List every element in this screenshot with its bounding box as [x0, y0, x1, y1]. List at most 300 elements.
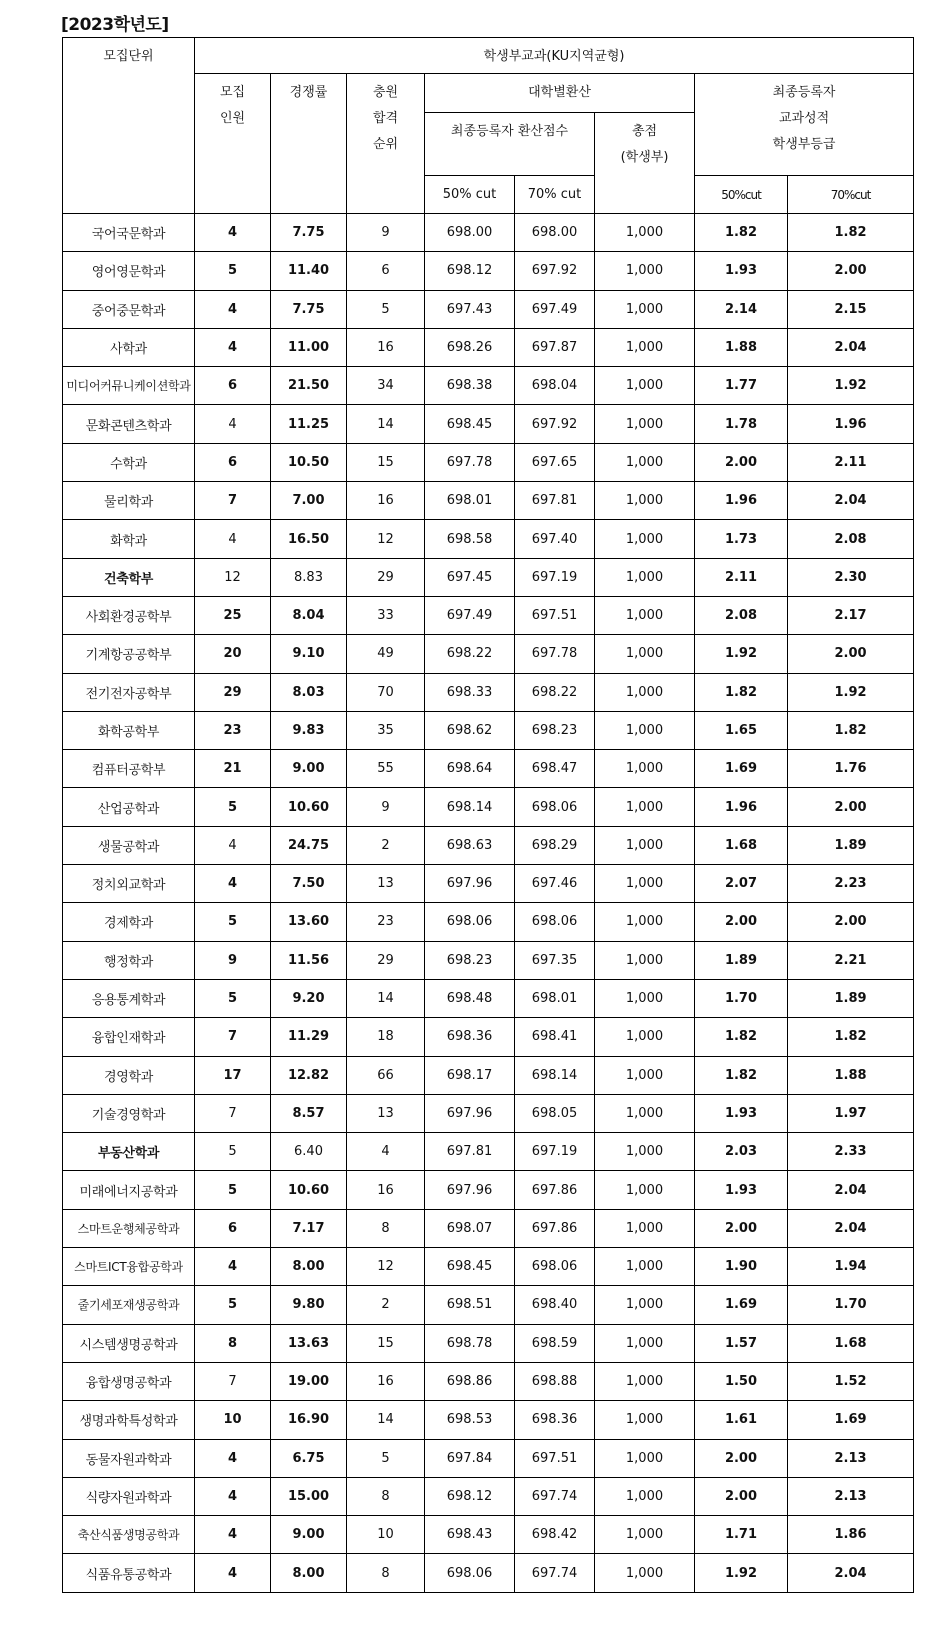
cell-rank: 49	[347, 635, 425, 673]
cell-ratio: 8.03	[271, 673, 347, 711]
cell-grade-70: 2.13	[788, 1439, 914, 1477]
cell-ratio: 11.29	[271, 1018, 347, 1056]
cell-grade-50: 2.00	[695, 443, 788, 481]
cell-grade-50: 1.57	[695, 1324, 788, 1362]
table-row	[63, 750, 914, 788]
header-rank: 충원 합격 순위	[347, 74, 425, 214]
cell-ratio: 11.56	[271, 941, 347, 979]
cell-conv-70: 697.74	[515, 1554, 595, 1592]
table-row	[63, 1554, 914, 1592]
cell-rank: 16	[347, 482, 425, 520]
cell-rank: 12	[347, 520, 425, 558]
cell-total: 1,000	[595, 1554, 695, 1592]
header-group: 학생부교과(KU지역균형)	[195, 38, 914, 74]
cell-conv-50: 698.86	[425, 1362, 515, 1400]
cell-conv-70: 697.74	[515, 1477, 595, 1515]
table-row	[63, 826, 914, 864]
cell-quota: 7	[195, 1094, 271, 1132]
table-row	[63, 1516, 914, 1554]
table-row	[63, 328, 914, 366]
cell-conv-50: 697.96	[425, 1094, 515, 1132]
cell-grade-70: 1.97	[788, 1094, 914, 1132]
cell-ratio: 9.00	[271, 1516, 347, 1554]
cell-grade-70: 2.04	[788, 1554, 914, 1592]
table-row	[63, 558, 914, 596]
cell-ratio: 7.00	[271, 482, 347, 520]
cell-grade-70: 2.17	[788, 596, 914, 634]
cell-ratio: 9.10	[271, 635, 347, 673]
cell-grade-50: 1.77	[695, 367, 788, 405]
cell-ratio: 10.60	[271, 1171, 347, 1209]
cell-unit-name: 융합인재학과	[63, 1018, 195, 1056]
cell-rank: 8	[347, 1209, 425, 1247]
cell-conv-50: 698.23	[425, 941, 515, 979]
cell-grade-70: 2.33	[788, 1133, 914, 1171]
cell-unit-name: 생명과학특성학과	[63, 1401, 195, 1439]
cell-conv-50: 698.26	[425, 328, 515, 366]
cell-grade-70: 1.82	[788, 711, 914, 749]
cell-conv-70: 697.19	[515, 558, 595, 596]
cell-grade-50: 1.82	[695, 673, 788, 711]
cell-conv-70: 698.29	[515, 826, 595, 864]
cell-rank: 70	[347, 673, 425, 711]
header-total: 총점 (학생부)	[595, 113, 695, 214]
cell-conv-50: 698.64	[425, 750, 515, 788]
cell-unit-name: 전기전자공학부	[63, 673, 195, 711]
cell-rank: 55	[347, 750, 425, 788]
header-conv-score: 최종등록자 환산점수	[425, 113, 595, 176]
cell-unit-name: 화학과	[63, 520, 195, 558]
cell-grade-50: 1.68	[695, 826, 788, 864]
cell-conv-50: 698.36	[425, 1018, 515, 1056]
cell-grade-50: 2.11	[695, 558, 788, 596]
table-row	[63, 1018, 914, 1056]
cell-quota: 4	[195, 214, 271, 252]
cell-unit-name: 생물공학과	[63, 826, 195, 864]
table-row	[63, 979, 914, 1017]
table-row	[63, 482, 914, 520]
cell-total: 1,000	[595, 865, 695, 903]
cell-quota: 25	[195, 596, 271, 634]
cell-conv-50: 698.62	[425, 711, 515, 749]
cell-unit-name: 문화콘텐츠학과	[63, 405, 195, 443]
cell-grade-50: 1.70	[695, 979, 788, 1017]
cell-total: 1,000	[595, 1516, 695, 1554]
cell-rank: 16	[347, 1171, 425, 1209]
cell-conv-50: 697.81	[425, 1133, 515, 1171]
cell-conv-50: 698.12	[425, 1477, 515, 1515]
cell-conv-50: 698.17	[425, 1056, 515, 1094]
cell-total: 1,000	[595, 252, 695, 290]
cell-grade-70: 1.86	[788, 1516, 914, 1554]
table-row	[63, 1209, 914, 1247]
cell-grade-50: 2.14	[695, 290, 788, 328]
cell-total: 1,000	[595, 214, 695, 252]
cell-conv-70: 698.06	[515, 788, 595, 826]
cell-quota: 4	[195, 1554, 271, 1592]
cell-rank: 5	[347, 290, 425, 328]
table-row	[63, 903, 914, 941]
header-g50: 50%cut	[695, 176, 788, 214]
cell-grade-50: 1.93	[695, 252, 788, 290]
cell-grade-70: 2.15	[788, 290, 914, 328]
table-row	[63, 1056, 914, 1094]
header-unit: 모집단위	[63, 38, 195, 214]
cell-conv-70: 698.40	[515, 1286, 595, 1324]
cell-quota: 5	[195, 903, 271, 941]
cell-ratio: 21.50	[271, 367, 347, 405]
table-row	[63, 711, 914, 749]
cell-conv-50: 698.33	[425, 673, 515, 711]
table-row	[63, 596, 914, 634]
cell-unit-name: 스마트운행체공학과	[63, 1209, 195, 1247]
cell-total: 1,000	[595, 290, 695, 328]
cell-grade-50: 1.89	[695, 941, 788, 979]
cell-unit-name: 사회환경공학부	[63, 596, 195, 634]
cell-quota: 5	[195, 1171, 271, 1209]
cell-unit-name: 사학과	[63, 328, 195, 366]
cell-conv-50: 698.58	[425, 520, 515, 558]
cell-ratio: 24.75	[271, 826, 347, 864]
cell-total: 1,000	[595, 941, 695, 979]
header-g70: 70%cut	[788, 176, 914, 214]
cell-quota: 5	[195, 1286, 271, 1324]
cell-ratio: 11.25	[271, 405, 347, 443]
cell-conv-70: 697.51	[515, 596, 595, 634]
cell-quota: 4	[195, 405, 271, 443]
cell-ratio: 7.17	[271, 1209, 347, 1247]
cell-ratio: 10.60	[271, 788, 347, 826]
cell-conv-50: 698.51	[425, 1286, 515, 1324]
cell-total: 1,000	[595, 443, 695, 481]
cell-grade-70: 2.00	[788, 903, 914, 941]
cell-total: 1,000	[595, 1018, 695, 1056]
cell-conv-70: 697.51	[515, 1439, 595, 1477]
cell-grade-50: 2.00	[695, 1477, 788, 1515]
cell-quota: 6	[195, 443, 271, 481]
cell-conv-70: 697.92	[515, 405, 595, 443]
cell-total: 1,000	[595, 635, 695, 673]
cell-conv-70: 697.86	[515, 1171, 595, 1209]
cell-rank: 14	[347, 1401, 425, 1439]
cell-conv-50: 698.78	[425, 1324, 515, 1362]
cell-rank: 29	[347, 941, 425, 979]
cell-ratio: 15.00	[271, 1477, 347, 1515]
cell-conv-50: 698.63	[425, 826, 515, 864]
cell-rank: 33	[347, 596, 425, 634]
cell-grade-70: 2.04	[788, 1209, 914, 1247]
cell-conv-50: 698.06	[425, 903, 515, 941]
cell-quota: 5	[195, 252, 271, 290]
cell-rank: 18	[347, 1018, 425, 1056]
cell-conv-50: 698.43	[425, 1516, 515, 1554]
cell-unit-name: 시스템생명공학과	[63, 1324, 195, 1362]
cell-unit-name: 기계항공공학부	[63, 635, 195, 673]
cell-unit-name: 미래에너지공학과	[63, 1171, 195, 1209]
cell-quota: 29	[195, 673, 271, 711]
header-c50: 50% cut	[425, 176, 515, 214]
cell-grade-50: 2.00	[695, 1209, 788, 1247]
cell-ratio: 6.75	[271, 1439, 347, 1477]
cell-conv-70: 697.19	[515, 1133, 595, 1171]
cell-rank: 13	[347, 1094, 425, 1132]
cell-rank: 12	[347, 1248, 425, 1286]
cell-grade-50: 2.00	[695, 1439, 788, 1477]
cell-ratio: 19.00	[271, 1362, 347, 1400]
cell-grade-50: 1.71	[695, 1516, 788, 1554]
cell-grade-70: 2.00	[788, 788, 914, 826]
cell-ratio: 8.00	[271, 1248, 347, 1286]
cell-grade-50: 1.90	[695, 1248, 788, 1286]
cell-quota: 12	[195, 558, 271, 596]
cell-unit-name: 화학공학부	[63, 711, 195, 749]
cell-conv-50: 698.22	[425, 635, 515, 673]
cell-unit-name: 미디어커뮤니케이션학과	[63, 367, 195, 405]
cell-grade-70: 1.96	[788, 405, 914, 443]
cell-conv-50: 698.01	[425, 482, 515, 520]
cell-total: 1,000	[595, 1056, 695, 1094]
cell-grade-70: 1.70	[788, 1286, 914, 1324]
cell-rank: 9	[347, 788, 425, 826]
cell-grade-50: 1.61	[695, 1401, 788, 1439]
table-row	[63, 1477, 914, 1515]
cell-grade-70: 1.89	[788, 979, 914, 1017]
cell-conv-50: 698.45	[425, 405, 515, 443]
cell-ratio: 7.75	[271, 214, 347, 252]
cell-ratio: 13.60	[271, 903, 347, 941]
cell-grade-70: 1.89	[788, 826, 914, 864]
cell-conv-70: 697.46	[515, 865, 595, 903]
cell-grade-50: 1.93	[695, 1094, 788, 1132]
cell-conv-70: 698.42	[515, 1516, 595, 1554]
cell-conv-70: 697.81	[515, 482, 595, 520]
cell-grade-50: 1.69	[695, 750, 788, 788]
cell-grade-50: 1.82	[695, 1056, 788, 1094]
cell-total: 1,000	[595, 1362, 695, 1400]
cell-grade-70: 1.76	[788, 750, 914, 788]
cell-rank: 6	[347, 252, 425, 290]
cell-ratio: 8.83	[271, 558, 347, 596]
admission-results-table	[62, 37, 914, 1593]
cell-total: 1,000	[595, 520, 695, 558]
cell-quota: 20	[195, 635, 271, 673]
cell-grade-50: 1.73	[695, 520, 788, 558]
cell-total: 1,000	[595, 482, 695, 520]
cell-rank: 29	[347, 558, 425, 596]
table-row	[63, 941, 914, 979]
cell-grade-70: 1.82	[788, 1018, 914, 1056]
cell-conv-50: 698.07	[425, 1209, 515, 1247]
page-title: [2023학년도]	[61, 15, 169, 35]
cell-grade-50: 1.92	[695, 635, 788, 673]
cell-ratio: 9.00	[271, 750, 347, 788]
cell-ratio: 9.80	[271, 1286, 347, 1324]
cell-quota: 7	[195, 1018, 271, 1056]
cell-grade-70: 2.23	[788, 865, 914, 903]
cell-total: 1,000	[595, 1171, 695, 1209]
cell-grade-70: 2.21	[788, 941, 914, 979]
cell-conv-70: 698.47	[515, 750, 595, 788]
cell-total: 1,000	[595, 405, 695, 443]
cell-total: 1,000	[595, 367, 695, 405]
cell-grade-50: 1.78	[695, 405, 788, 443]
table-row	[63, 1286, 914, 1324]
cell-unit-name: 식품유통공학과	[63, 1554, 195, 1592]
table-row	[63, 443, 914, 481]
cell-conv-50: 698.48	[425, 979, 515, 1017]
cell-conv-50: 697.49	[425, 596, 515, 634]
cell-quota: 4	[195, 1477, 271, 1515]
cell-total: 1,000	[595, 1401, 695, 1439]
cell-quota: 6	[195, 1209, 271, 1247]
cell-conv-50: 697.84	[425, 1439, 515, 1477]
cell-quota: 23	[195, 711, 271, 749]
cell-conv-70: 698.00	[515, 214, 595, 252]
cell-total: 1,000	[595, 750, 695, 788]
cell-conv-70: 697.40	[515, 520, 595, 558]
cell-conv-50: 697.43	[425, 290, 515, 328]
cell-total: 1,000	[595, 788, 695, 826]
table-row	[63, 1248, 914, 1286]
cell-grade-50: 1.88	[695, 328, 788, 366]
cell-rank: 4	[347, 1133, 425, 1171]
cell-quota: 7	[195, 1362, 271, 1400]
cell-unit-name: 기술경영학과	[63, 1094, 195, 1132]
cell-rank: 10	[347, 1516, 425, 1554]
cell-grade-50: 1.65	[695, 711, 788, 749]
cell-quota: 4	[195, 1516, 271, 1554]
cell-rank: 15	[347, 1324, 425, 1362]
cell-grade-70: 1.52	[788, 1362, 914, 1400]
cell-conv-70: 698.41	[515, 1018, 595, 1056]
cell-unit-name: 영어영문학과	[63, 252, 195, 290]
table-row	[63, 1439, 914, 1477]
table-row	[63, 367, 914, 405]
table-row	[63, 520, 914, 558]
table-row	[63, 788, 914, 826]
cell-unit-name: 건축학부	[63, 558, 195, 596]
table-row	[63, 1133, 914, 1171]
cell-quota: 21	[195, 750, 271, 788]
cell-conv-70: 697.35	[515, 941, 595, 979]
cell-grade-70: 2.00	[788, 252, 914, 290]
cell-total: 1,000	[595, 711, 695, 749]
cell-conv-70: 697.92	[515, 252, 595, 290]
cell-quota: 5	[195, 979, 271, 1017]
cell-grade-70: 1.82	[788, 214, 914, 252]
cell-ratio: 9.83	[271, 711, 347, 749]
header-conv: 대학별환산	[425, 74, 695, 113]
cell-total: 1,000	[595, 1133, 695, 1171]
cell-conv-70: 698.88	[515, 1362, 595, 1400]
header-grade: 최종등록자 교과성적 학생부등급	[695, 74, 914, 176]
cell-unit-name: 융합생명공학과	[63, 1362, 195, 1400]
cell-quota: 4	[195, 1248, 271, 1286]
cell-conv-50: 697.96	[425, 865, 515, 903]
cell-grade-50: 1.82	[695, 1018, 788, 1056]
cell-total: 1,000	[595, 1324, 695, 1362]
cell-quota: 4	[195, 1439, 271, 1477]
cell-conv-50: 698.00	[425, 214, 515, 252]
cell-total: 1,000	[595, 673, 695, 711]
cell-rank: 13	[347, 865, 425, 903]
cell-ratio: 9.20	[271, 979, 347, 1017]
cell-ratio: 10.50	[271, 443, 347, 481]
cell-unit-name: 국어국문학과	[63, 214, 195, 252]
table-row	[63, 673, 914, 711]
cell-unit-name: 식량자원과학과	[63, 1477, 195, 1515]
cell-rank: 2	[347, 1286, 425, 1324]
cell-conv-70: 698.22	[515, 673, 595, 711]
table-row	[63, 252, 914, 290]
table-row	[63, 1171, 914, 1209]
cell-unit-name: 행정학과	[63, 941, 195, 979]
cell-grade-50: 1.92	[695, 1554, 788, 1592]
cell-unit-name: 중어중문학과	[63, 290, 195, 328]
cell-total: 1,000	[595, 558, 695, 596]
cell-quota: 5	[195, 788, 271, 826]
cell-quota: 9	[195, 941, 271, 979]
cell-conv-70: 698.23	[515, 711, 595, 749]
cell-grade-50: 1.96	[695, 788, 788, 826]
header-quota: 모집 인원	[195, 74, 271, 214]
cell-grade-70: 1.92	[788, 673, 914, 711]
cell-unit-name: 줄기세포재생공학과	[63, 1286, 195, 1324]
cell-total: 1,000	[595, 1439, 695, 1477]
cell-grade-50: 2.07	[695, 865, 788, 903]
cell-conv-70: 698.05	[515, 1094, 595, 1132]
cell-rank: 66	[347, 1056, 425, 1094]
cell-conv-70: 697.86	[515, 1209, 595, 1247]
table-row	[63, 214, 914, 252]
cell-rank: 5	[347, 1439, 425, 1477]
cell-quota: 4	[195, 520, 271, 558]
cell-rank: 34	[347, 367, 425, 405]
cell-conv-50: 698.14	[425, 788, 515, 826]
cell-quota: 4	[195, 328, 271, 366]
cell-conv-50: 698.45	[425, 1248, 515, 1286]
cell-grade-50: 1.50	[695, 1362, 788, 1400]
cell-rank: 15	[347, 443, 425, 481]
cell-quota: 6	[195, 367, 271, 405]
cell-grade-70: 1.69	[788, 1401, 914, 1439]
cell-grade-70: 1.88	[788, 1056, 914, 1094]
cell-grade-50: 2.03	[695, 1133, 788, 1171]
cell-quota: 4	[195, 826, 271, 864]
cell-rank: 2	[347, 826, 425, 864]
table-row	[63, 1324, 914, 1362]
cell-total: 1,000	[595, 979, 695, 1017]
cell-quota: 17	[195, 1056, 271, 1094]
cell-ratio: 8.00	[271, 1554, 347, 1592]
table-row	[63, 635, 914, 673]
cell-total: 1,000	[595, 1248, 695, 1286]
cell-ratio: 16.50	[271, 520, 347, 558]
cell-grade-70: 1.94	[788, 1248, 914, 1286]
cell-quota: 5	[195, 1133, 271, 1171]
cell-unit-name: 물리학과	[63, 482, 195, 520]
cell-quota: 8	[195, 1324, 271, 1362]
cell-conv-50: 698.53	[425, 1401, 515, 1439]
cell-rank: 8	[347, 1477, 425, 1515]
cell-quota: 4	[195, 290, 271, 328]
header-ratio: 경쟁률	[271, 74, 347, 214]
cell-ratio: 11.00	[271, 328, 347, 366]
cell-ratio: 12.82	[271, 1056, 347, 1094]
cell-unit-name: 응용통계학과	[63, 979, 195, 1017]
cell-unit-name: 축산식품생명공학과	[63, 1516, 195, 1554]
cell-grade-70: 2.11	[788, 443, 914, 481]
